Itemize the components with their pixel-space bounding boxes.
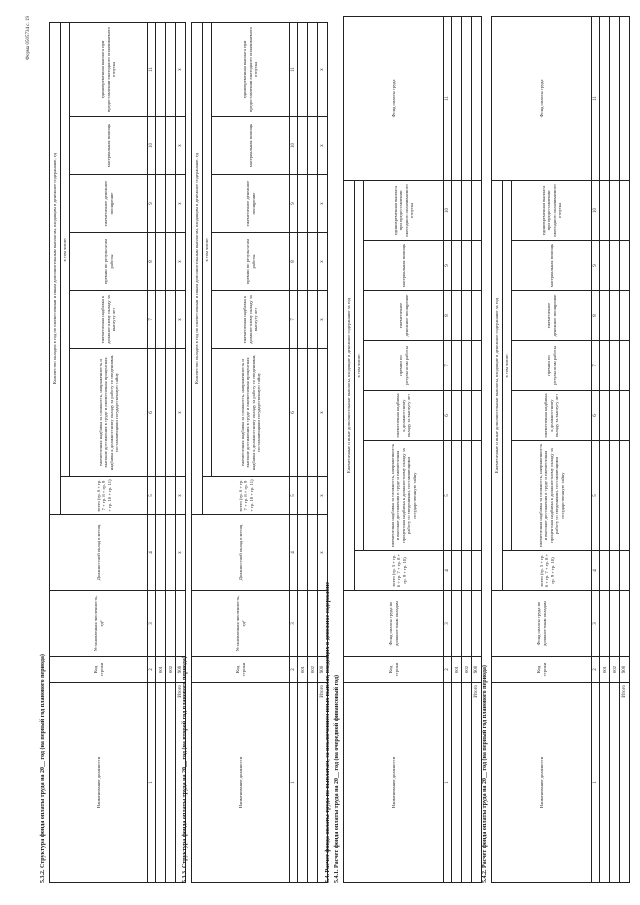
cell[interactable] — [452, 551, 462, 591]
col-num: 1 — [592, 683, 600, 883]
cell[interactable] — [298, 591, 308, 657]
cell[interactable] — [156, 515, 166, 591]
header-total: всего (гр. 6 + гр. 7 + гр. 8 + гр. 9 + гр. 10 + гр. 11) — [61, 477, 148, 515]
cell[interactable] — [600, 591, 610, 657]
cell[interactable] — [600, 391, 610, 441]
cell[interactable] — [308, 233, 318, 291]
col-num: 10 — [592, 180, 600, 240]
cell[interactable] — [166, 477, 176, 515]
col-num: 3 — [444, 591, 452, 657]
col-num: 11 — [148, 23, 156, 117]
cell-x: x — [176, 477, 186, 515]
cell[interactable] — [600, 16, 610, 180]
cell[interactable] — [600, 291, 610, 341]
cell-position[interactable] — [600, 683, 610, 883]
header-position: Наименование должности — [192, 683, 290, 883]
cell[interactable] — [462, 241, 472, 291]
header-col-7: премии по результатам работы — [364, 341, 444, 391]
cell-x: x — [176, 349, 186, 477]
cell[interactable] — [166, 515, 176, 591]
cell[interactable] — [308, 591, 318, 657]
header-group: Количество окладов в год по ежемесячным и иным дополнительным выплатам, входящим в денежное содержание, ед — [50, 23, 61, 515]
cell[interactable] — [600, 551, 610, 591]
cell[interactable] — [452, 291, 462, 341]
header-fund: Фонд оплаты труда — [344, 16, 444, 180]
cell[interactable] — [610, 391, 620, 441]
col-num: 1 — [444, 683, 452, 883]
col-num: 11 — [592, 16, 600, 180]
cell-x: x — [318, 349, 328, 477]
cell[interactable] — [156, 477, 166, 515]
header-fund: Фонд оплаты труда — [492, 16, 592, 180]
table-row — [610, 16, 620, 882]
header-col-11: единовременная выплата при предоставлении ежегодного оплачиваемого отпуска — [70, 23, 148, 117]
cell[interactable] — [620, 241, 630, 291]
cell[interactable] — [600, 241, 610, 291]
col-num: 10 — [290, 117, 298, 175]
header-position: Наименование должности — [50, 683, 148, 883]
header-col-7: ежемесячная надбавка к должностному окладу за выслугу лет — [212, 291, 290, 349]
header-col-10: единовременная выплата при предоставлении ежегодного оплачиваемого отпуска — [364, 180, 444, 240]
cell-position[interactable] — [452, 683, 462, 883]
cell[interactable] — [620, 291, 630, 341]
header-incl: в том числе: — [61, 23, 70, 477]
cell-x: x — [318, 117, 328, 175]
header-col-9: материальная помощь — [364, 241, 444, 291]
col-num: 1 — [290, 683, 298, 883]
cell[interactable] — [620, 591, 630, 657]
header-headcount: Установленная численность, ед² — [192, 591, 290, 657]
header-col-5: ежемесячная надбавка за сложность, напряженность и высокие достижения в труде и ежемесячная процентная надбавка к должностному окладу за работу со сведениями, составляющими государственную тайну — [512, 441, 592, 551]
cell[interactable] — [166, 233, 176, 291]
cell[interactable] — [610, 241, 620, 291]
cell-code: 001 — [600, 657, 610, 683]
col-num: 8 — [148, 233, 156, 291]
cell[interactable] — [610, 16, 620, 180]
calc-table-2 — [491, 16, 630, 883]
section-5-4-2 — [480, 23, 630, 883]
cell[interactable] — [620, 391, 630, 441]
cell[interactable] — [610, 341, 620, 391]
cell[interactable] — [156, 23, 166, 117]
cell-x: x — [176, 117, 186, 175]
cell[interactable] — [298, 349, 308, 477]
col-num: 3 — [290, 591, 298, 657]
header-salary: Должностной оклад в месяц — [50, 515, 148, 591]
cell[interactable] — [298, 117, 308, 175]
cell[interactable] — [308, 23, 318, 117]
cell[interactable] — [166, 591, 176, 657]
cell[interactable] — [600, 180, 610, 240]
cell[interactable] — [610, 180, 620, 240]
cell[interactable] — [462, 16, 472, 180]
header-col-6: ежемесячная надбавка к должностному окладу за выслугу лет — [512, 391, 592, 441]
cell-x: x — [318, 175, 328, 233]
header-col-9: ежемесячное денежное поощрение — [70, 175, 148, 233]
header-group: Ежемесячные и иные дополнительные выплаты, входящие в денежное содержание за год — [344, 180, 355, 590]
cell[interactable] — [156, 291, 166, 349]
form-code: Форма 0505734 с. 19 — [26, 16, 31, 60]
cell[interactable] — [620, 441, 630, 551]
cell-position[interactable] — [156, 683, 166, 883]
subsection-title: 5.4.2. Расчет фонда оплаты труда на 20__ год (на первый год планового периода) — [482, 665, 488, 883]
cell-x: x — [318, 291, 328, 349]
cell[interactable] — [462, 391, 472, 441]
header-total: всего (гр. 6 + гр. 7 + гр. 8 + гр. 9 + гр. 10 + гр. 11) — [203, 477, 290, 515]
header-code: Код строки — [50, 657, 148, 683]
col-num: 7 — [444, 341, 452, 391]
header-col-11: единовременная выплата при предоставлении ежегодного оплачиваемого отпуска — [212, 23, 290, 117]
col-num: 2 — [592, 657, 600, 683]
cell[interactable] — [308, 175, 318, 233]
cell[interactable] — [298, 233, 308, 291]
col-num: 2 — [444, 657, 452, 683]
col-num: 5 — [444, 441, 452, 551]
header-group: Ежемесячные и иные дополнительные выплаты, входящие в денежное содержание за год — [492, 180, 503, 590]
header-incl: в том числе: — [355, 180, 364, 550]
section-5-3-2 — [40, 23, 186, 883]
cell-x: x — [318, 515, 328, 591]
col-num: 2 — [290, 657, 298, 683]
cell[interactable] — [462, 291, 472, 341]
cell[interactable] — [620, 341, 630, 391]
cell-code: 002 — [308, 657, 318, 683]
header-fund-salary: Фонд оплаты труда по должностным окладам — [492, 591, 592, 657]
header-total: всего (гр. 5 + гр. 6 + гр. 7 + гр. 8 + гр. 9 + гр. 10) — [355, 551, 444, 591]
cell[interactable] — [610, 441, 620, 551]
header-total: всего (гр. 5 + гр. 6 + гр. 7 + гр. 8 + гр. 9 + гр. 10) — [503, 551, 592, 591]
total-label: Итого — [472, 683, 482, 883]
cell[interactable] — [298, 175, 308, 233]
cell-code: 001 — [156, 657, 166, 683]
total-label: Итого — [176, 683, 186, 883]
cell-position[interactable] — [298, 683, 308, 883]
col-num: 9 — [148, 175, 156, 233]
table-row — [166, 23, 176, 883]
cell-position[interactable] — [308, 683, 318, 883]
header-incl: в том числе: — [203, 23, 212, 477]
col-num: 10 — [444, 180, 452, 240]
col-num: 7 — [290, 291, 298, 349]
col-num: 6 — [148, 349, 156, 477]
cell[interactable] — [298, 477, 308, 515]
col-num: 7 — [592, 341, 600, 391]
cell[interactable] — [166, 117, 176, 175]
cell[interactable] — [308, 515, 318, 591]
total-code: 900 — [620, 657, 630, 683]
cell-position[interactable] — [166, 683, 176, 883]
section-title: 5.3.3. Структура фонда оплаты труда на 20__ год (на второй год планового периода) — [182, 656, 188, 883]
cell-x: x — [176, 515, 186, 591]
cell[interactable] — [308, 349, 318, 477]
cell[interactable] — [600, 441, 610, 551]
header-code: Код строки — [492, 657, 592, 683]
col-num: 4 — [444, 551, 452, 591]
subsection-title: 5.4.1. Расчет фонда оплаты труда на 20__ год (на очередной финансовый год) — [334, 674, 340, 883]
header-col-7: премии по результатам работы — [512, 341, 592, 391]
cell[interactable] — [452, 441, 462, 551]
cell[interactable] — [166, 291, 176, 349]
header-salary: Должностной оклад в месяц — [192, 515, 290, 591]
total-code: 900 — [318, 657, 328, 683]
cell[interactable] — [452, 391, 462, 441]
header-incl: в том числе: — [503, 180, 512, 550]
table-row — [600, 16, 610, 882]
table-row — [156, 23, 166, 883]
header-col-8: премии по результатам работы — [70, 233, 148, 291]
cell[interactable] — [452, 591, 462, 657]
cell-code: 001 — [452, 657, 462, 683]
col-num: 7 — [148, 291, 156, 349]
cell[interactable] — [308, 117, 318, 175]
cell[interactable] — [156, 117, 166, 175]
cell[interactable] — [308, 477, 318, 515]
table-row — [308, 23, 318, 883]
total-code: 900 — [472, 657, 482, 683]
cell[interactable] — [298, 515, 308, 591]
col-num: 10 — [148, 117, 156, 175]
col-num: 3 — [592, 591, 600, 657]
table-row — [298, 23, 308, 883]
structure-table-2 — [191, 22, 328, 883]
cell[interactable] — [610, 551, 620, 591]
cell-code: 002 — [462, 657, 472, 683]
header-col-6: ежемесячная надбавка за сложность, напряженность и высокие достижения в труде и ежемесячная процентная надбавка к должностному окладу за работу со сведениями, составляющими государственную тайну — [70, 349, 148, 477]
col-num: 5 — [148, 477, 156, 515]
header-col-10: материальная помощь — [212, 117, 290, 175]
header-col-8: ежемесячное денежное поощрение — [512, 291, 592, 341]
header-col-7: ежемесячная надбавка к должностному окладу за выслугу лет — [70, 291, 148, 349]
header-col-5: ежемесячная надбавка за сложность, напряженность и высокие достижения в труде и ежемесячная процентная надбавка к должностному окладу за работу со сведениями, составляющими государственную тайну — [364, 441, 444, 551]
col-num: 9 — [290, 175, 298, 233]
table-row — [462, 16, 472, 882]
cell[interactable] — [462, 341, 472, 391]
cell[interactable] — [166, 23, 176, 117]
col-num: 4 — [592, 551, 600, 591]
section-5-3-3 — [182, 23, 328, 883]
col-num: 11 — [444, 16, 452, 180]
cell[interactable] — [462, 591, 472, 657]
column-numbers — [444, 16, 452, 882]
cell-x: x — [318, 477, 328, 515]
total-label: Итого — [620, 683, 630, 883]
header-code: Код строки — [344, 657, 444, 683]
col-num: 4 — [290, 515, 298, 591]
header-position: Наименование должности — [492, 683, 592, 883]
header-col-8: премии по результатам работы — [212, 233, 290, 291]
column-numbers — [592, 16, 600, 882]
col-num: 2 — [148, 657, 156, 683]
cell-position[interactable] — [462, 683, 472, 883]
cell[interactable] — [620, 551, 630, 591]
col-num: 6 — [592, 391, 600, 441]
cell-code: 002 — [166, 657, 176, 683]
cell[interactable] — [462, 180, 472, 240]
cell[interactable] — [462, 551, 472, 591]
calc-table-1 — [343, 16, 482, 883]
col-num: 9 — [444, 241, 452, 291]
col-num: 4 — [148, 515, 156, 591]
cell[interactable] — [462, 441, 472, 551]
cell[interactable] — [156, 349, 166, 477]
total-row — [620, 16, 630, 882]
header-col-6: ежемесячная надбавка за сложность, напряженность и высокие достижения в труде и ежемесячная процентная надбавка к должностному окладу за работу со сведениями, составляющими государственную тайну — [212, 349, 290, 477]
cell[interactable] — [600, 341, 610, 391]
header-col-9: материальная помощь — [512, 241, 592, 291]
cell-x: x — [318, 233, 328, 291]
col-num: 6 — [290, 349, 298, 477]
cell[interactable] — [308, 291, 318, 349]
section-title: 5.4. Расчет фонда оплаты труда по выплатам, за исключением иных выплат, входящих в денежное содержание — [325, 582, 331, 883]
col-num: 8 — [592, 291, 600, 341]
cell[interactable] — [156, 591, 166, 657]
header-col-10: единовременная выплата при предоставлении ежегодного оплачиваемого отпуска — [512, 180, 592, 240]
col-num: 9 — [592, 241, 600, 291]
header-col-10: материальная помощь — [70, 117, 148, 175]
cell[interactable] — [452, 341, 462, 391]
col-num: 3 — [148, 591, 156, 657]
cell[interactable] — [298, 291, 308, 349]
cell-x: x — [318, 23, 328, 117]
table-row — [452, 16, 462, 882]
column-numbers — [148, 23, 156, 883]
cell-x: x — [176, 175, 186, 233]
col-num: 8 — [290, 233, 298, 291]
col-num: 1 — [148, 683, 156, 883]
col-num: 5 — [592, 441, 600, 551]
cell-position[interactable] — [610, 683, 620, 883]
column-numbers — [290, 23, 298, 883]
cell[interactable] — [298, 23, 308, 117]
cell[interactable] — [166, 349, 176, 477]
section-title: 5.3.2. Структура фонда оплаты труда на 20__ год (на первый год планового периода) — [40, 654, 46, 883]
header-col-9: ежемесячное денежное поощрение — [212, 175, 290, 233]
cell[interactable] — [166, 175, 176, 233]
col-num: 5 — [290, 477, 298, 515]
col-num: 11 — [290, 23, 298, 117]
cell[interactable] — [452, 241, 462, 291]
col-num: 6 — [444, 391, 452, 441]
cell-code: 001 — [298, 657, 308, 683]
header-headcount: Установленная численность, ед² — [50, 591, 148, 657]
cell[interactable] — [452, 180, 462, 240]
header-group: Количество окладов в год по ежемесячным и иным дополнительным выплатам, входящим в денежное содержание, ед — [192, 23, 203, 515]
structure-table-1 — [49, 22, 186, 883]
header-code: Код строки — [192, 657, 290, 683]
total-label: Итого — [318, 683, 328, 883]
cell[interactable] — [452, 16, 462, 180]
cell[interactable] — [610, 591, 620, 657]
header-col-6: ежемесячная надбавка к должностному окладу за выслугу лет — [364, 391, 444, 441]
header-col-8: ежемесячное денежное поощрение — [364, 291, 444, 341]
header-fund-salary: Фонд оплаты труда по должностным окладам — [344, 591, 444, 657]
cell-x: x — [176, 23, 186, 117]
cell[interactable] — [156, 233, 166, 291]
col-num: 8 — [444, 291, 452, 341]
cell-x: x — [176, 291, 186, 349]
cell[interactable] — [620, 16, 630, 180]
cell[interactable] — [610, 291, 620, 341]
cell[interactable] — [156, 175, 166, 233]
cell-code: 002 — [610, 657, 620, 683]
header-position: Наименование должности — [344, 683, 444, 883]
cell[interactable] — [620, 180, 630, 240]
total-code: 900 — [176, 657, 186, 683]
cell-x: x — [176, 233, 186, 291]
section-5-4-1 — [325, 23, 482, 883]
